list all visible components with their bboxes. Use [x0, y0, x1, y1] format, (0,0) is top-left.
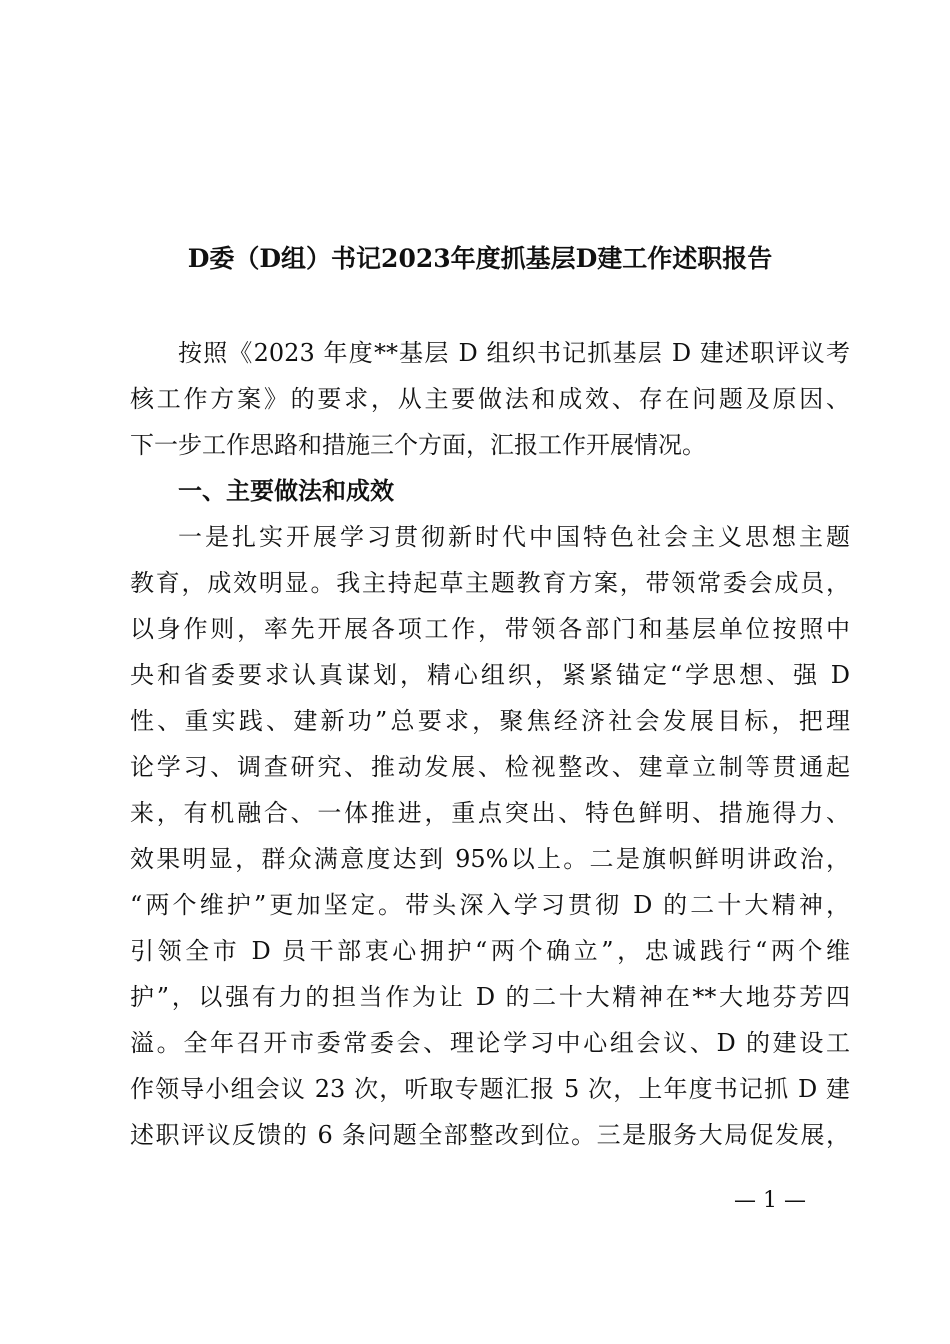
body-line: 以身作则，率先开展各项工作，带领各部门和基层单位按照中: [130, 615, 850, 643]
body-line: 效果明显，群众满意度达到 95%以上。二是旗帜鲜明讲政治，: [130, 845, 850, 873]
body-line: 作领导小组会议 23 次，听取专题汇报 5 次，上年度书记抓 D 建: [130, 1075, 850, 1103]
body-line: 一是扎实开展学习贯彻新时代中国特色社会主义思想主题: [178, 523, 850, 551]
body-line: 来，有机融合、一体推进，重点突出、特色鲜明、措施得力、: [130, 799, 850, 827]
body-line: 引领全市 D 员干部衷心拥护“两个确立”，忠诚践行“两个维: [130, 937, 850, 965]
body-line: 护”，以强有力的担当作为让 D 的二十大精神在**大地芬芳四: [130, 983, 850, 1011]
intro-line: 按照《2023 年度**基层 D 组织书记抓基层 D 建述职评议考: [178, 339, 850, 367]
intro-line: 下一步工作思路和措施三个方面，汇报工作开展情况。: [130, 431, 706, 459]
body-line: 教育，成效明显。我主持起草主题教育方案，带领常委会成员，: [130, 569, 850, 597]
body-line: 性、重实践、建新功”总要求，聚焦经济社会发展目标，把理: [130, 707, 850, 735]
body-line: 溢。全年召开市委常委会、理论学习中心组会议、D 的建设工: [130, 1029, 850, 1057]
page-number: — 1 —: [734, 1188, 806, 1213]
section-heading: 一、主要做法和成效: [178, 477, 394, 505]
body-line: 论学习、调查研究、推动发展、检视整改、建章立制等贯通起: [130, 753, 850, 781]
document-title: D委（D组）书记2023年度抓基层D建工作述职报告: [187, 244, 773, 273]
body-line: 述职评议反馈的 6 条问题全部整改到位。三是服务大局促发展，: [130, 1121, 850, 1149]
body-line: 央和省委要求认真谋划，精心组织，紧紧锚定“学思想、强 D: [130, 661, 850, 689]
body-line: “两个维护”更加坚定。带头深入学习贯彻 D 的二十大精神，: [130, 891, 850, 919]
intro-line: 核工作方案》的要求，从主要做法和成效、存在问题及原因、: [130, 385, 850, 413]
